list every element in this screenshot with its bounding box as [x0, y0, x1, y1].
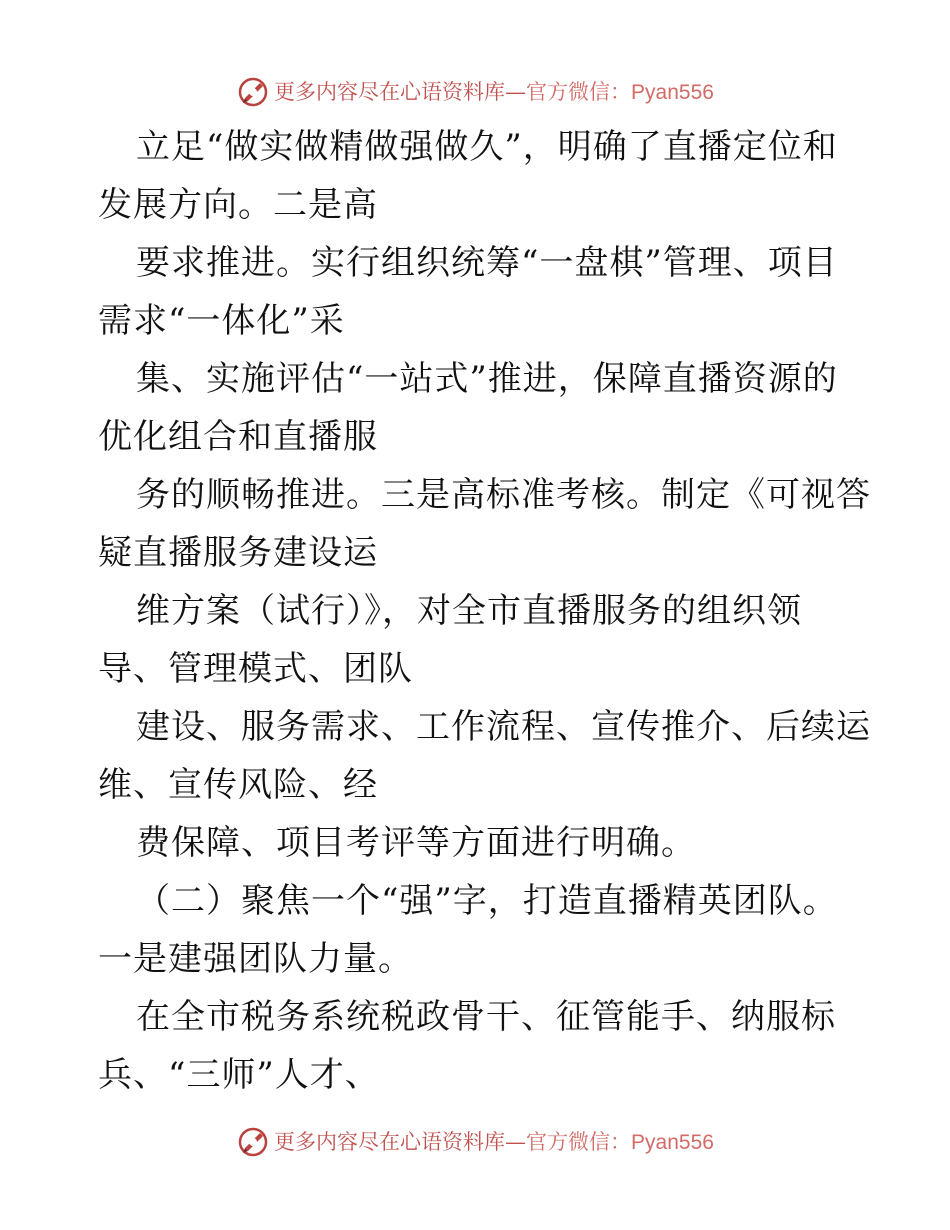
text-line: 疑直播服务建设运 [98, 533, 378, 573]
text-line: 维方案（试行）》，对全市直播服务的组织领 [136, 591, 802, 631]
text-line: 要求推进。实行组织统筹“一盘棋”管理、项目 [136, 243, 838, 283]
text-line: 优化组合和直播服 [98, 417, 378, 457]
text-line: 建设、服务需求、工作流程、宣传推介、后续运 [136, 707, 871, 747]
text-line: （二）聚焦一个“强”字，打造直播精英团队。 [136, 881, 838, 921]
text-line: 一是建强团队力量。 [98, 939, 413, 979]
text-line: 集、实施评估“一站式”推进，保障直播资源的 [136, 359, 838, 399]
pen-quill-logo-icon [236, 74, 270, 108]
text-line: 立足“做实做精做强做久”，明确了直播定位和 [136, 127, 838, 167]
text-line: 维、宣传风险、经 [98, 765, 378, 805]
pen-quill-logo-icon [236, 1124, 270, 1158]
header-watermark [0, 71, 950, 111]
text-line: 务的顺畅推进。三是高标准考核。制定《可视答 [136, 475, 871, 515]
watermark-dash: — [505, 80, 527, 104]
text-line: 导、管理模式、团队 [98, 649, 413, 689]
text-line: 在全市税务系统税政骨干、征管能手、纳服标 [136, 997, 836, 1037]
text-line: 需求“一体化”采 [98, 301, 345, 341]
text-line: 费保障、项目考评等方面进行明确。 [136, 823, 696, 863]
watermark-dash: — [505, 1130, 527, 1154]
watermark-site-text: 更多内容尽在心语资料库 [274, 80, 506, 104]
text-line: 发展方向。二是高 [98, 185, 378, 225]
document-body [98, 118, 871, 1104]
footer-watermark [0, 1121, 950, 1161]
watermark-wechat-text: 官方微信：Pyan556 [526, 81, 714, 104]
text-line: 兵、“三师”人才、 [98, 1055, 380, 1095]
watermark-site-text: 更多内容尽在心语资料库 [274, 1130, 506, 1154]
watermark-wechat-text: 官方微信：Pyan556 [526, 1131, 714, 1154]
